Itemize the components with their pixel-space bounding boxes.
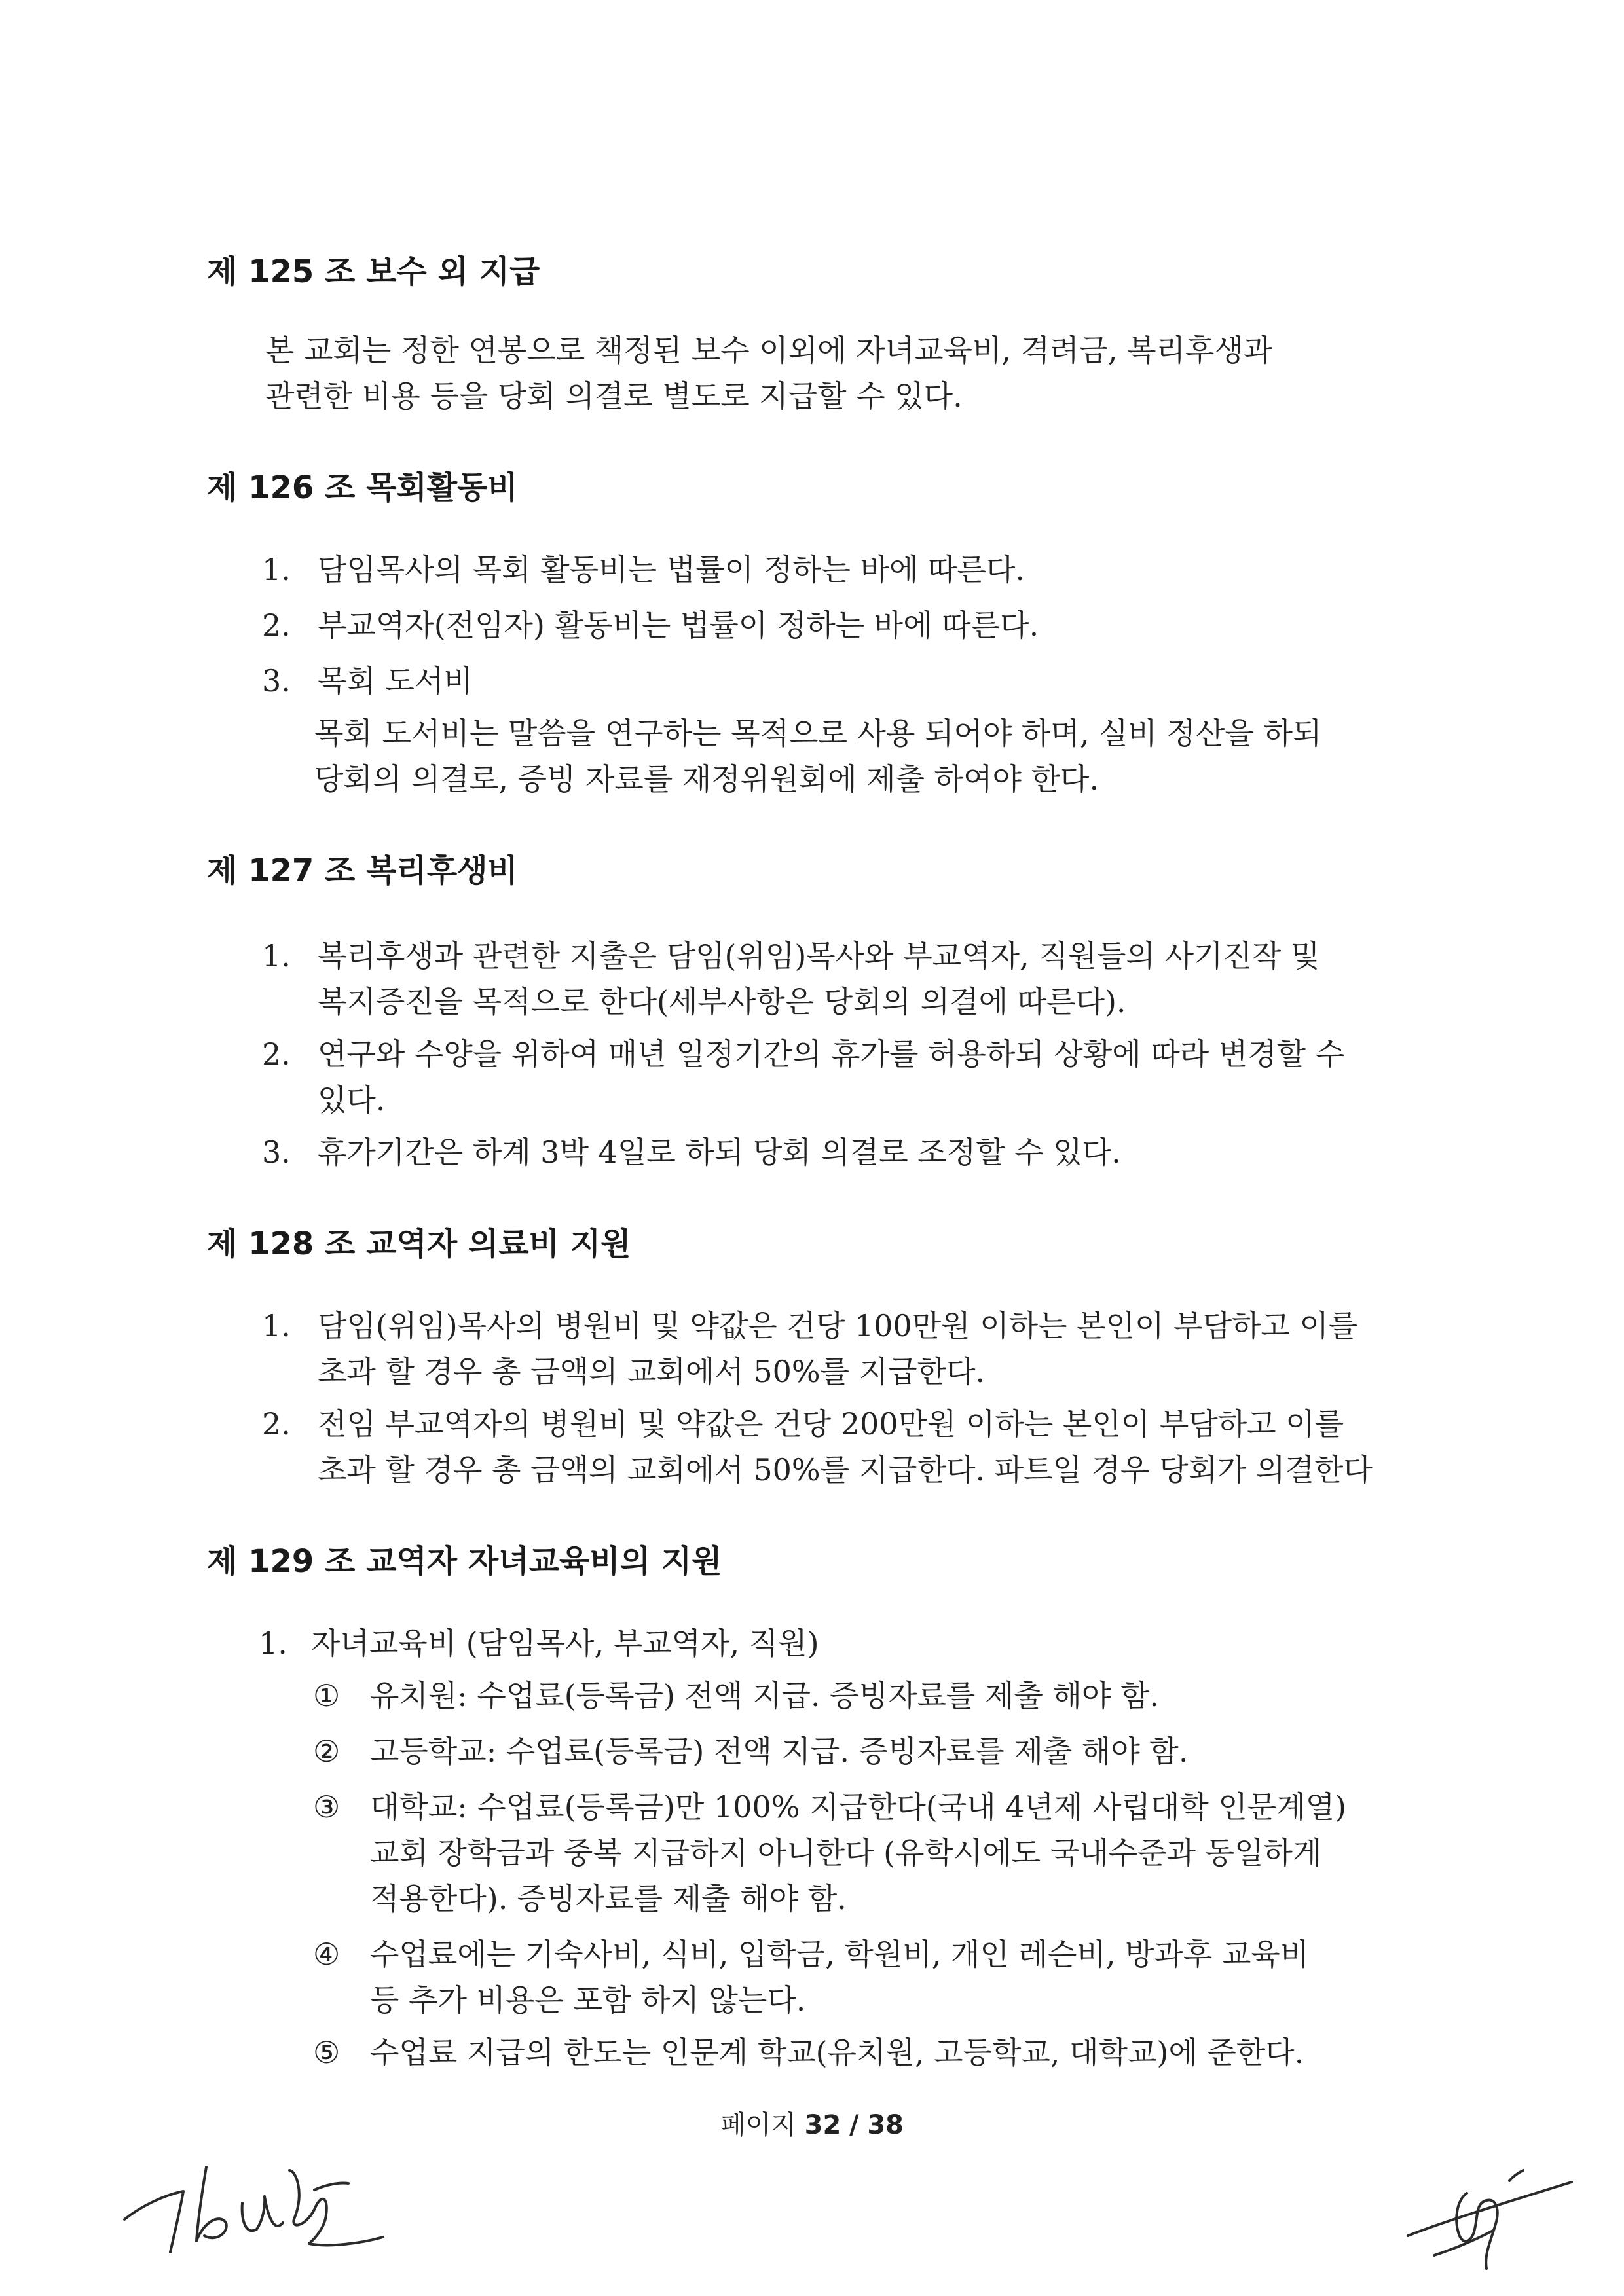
article-129-sub-3-marker: ③: [313, 1789, 341, 1825]
article-126-item-1-number: 1.: [262, 552, 291, 587]
signature-right-icon: [1395, 2157, 1591, 2278]
article-125-title: 제 125 조 보수 외 지급: [207, 253, 540, 290]
article-126-item-3-number: 3.: [262, 663, 291, 699]
article-127-item-3: 휴가기간은 하계 3박 4일로 하되 당회 의결로 조정할 수 있다.: [318, 1135, 1121, 1170]
article-126-item-2-number: 2.: [262, 608, 291, 643]
article-127-item-1-number: 1.: [262, 938, 291, 974]
page-total: 38: [867, 2110, 904, 2140]
page-separator: /: [849, 2110, 859, 2140]
article-129-sub-5: 수업료 지급의 한도는 인문계 학교(유치원, 고등학교, 대학교)에 준한다.: [370, 2035, 1304, 2070]
article-126-item-3-detail-line-2: 당회의 의결로, 증빙 자료를 재정위원회에 제출 하여야 한다.: [314, 761, 1099, 797]
article-126-item-1: 담임목사의 목회 활동비는 법률이 정하는 바에 따른다.: [318, 552, 1025, 587]
article-129-sub-5-marker: ⑤: [313, 2035, 341, 2070]
article-129-sub-1-marker: ①: [313, 1678, 341, 1713]
article-128-item-2-line-2: 초과 할 경우 총 금액의 교회에서 50%를 지급한다. 파트일 경우 당회가 의결한다: [318, 1452, 1373, 1487]
article-125-text-line-1: 본 교회는 정한 연봉으로 책정된 보수 이외에 자녀교육비, 격려금, 복리후생과: [265, 333, 1273, 368]
article-129-sub-4-marker: ④: [313, 1937, 341, 1972]
page-label: 페이지: [720, 2110, 796, 2140]
article-129-item-1: 자녀교육비 (담임목사, 부교역자, 직원): [311, 1626, 819, 1661]
signature-left-icon: [118, 2131, 393, 2269]
article-127-item-2-line-2: 있다.: [318, 1082, 386, 1118]
article-128-item-1-line-2: 초과 할 경우 총 금액의 교회에서 50%를 지급한다.: [318, 1354, 986, 1389]
article-128-item-2-number: 2.: [262, 1406, 291, 1442]
page-current: 32: [804, 2110, 841, 2140]
article-127-title: 제 127 조 복리후생비: [207, 852, 518, 889]
article-129-sub-2-marker: ②: [313, 1734, 341, 1769]
article-129-sub-4-line-2: 등 추가 비용은 포함 하지 않는다.: [370, 1982, 806, 2018]
article-127-item-3-number: 3.: [262, 1135, 291, 1170]
article-125-text-line-2: 관련한 비용 등을 당회 의결로 별도로 지급할 수 있다.: [265, 378, 963, 414]
article-129-item-1-number: 1.: [259, 1626, 287, 1661]
article-127-item-2-number: 2.: [262, 1036, 291, 1072]
article-129-sub-3-line-3: 적용한다). 증빙자료를 제출 해야 함.: [370, 1881, 847, 1916]
article-128-item-1-number: 1.: [262, 1308, 291, 1343]
article-128-title: 제 128 조 교역자 의료비 지원: [207, 1226, 631, 1262]
article-127-item-1-line-2: 복지증진을 목적으로 한다(세부사항은 당회의 의결에 따른다).: [318, 984, 1126, 1019]
article-129-sub-4-line-1: 수업료에는 기숙사비, 식비, 입학금, 학원비, 개인 레슨비, 방과후 교육비: [370, 1937, 1310, 1972]
article-129-sub-3-line-2: 교회 장학금과 중복 지급하지 아니한다 (유학시에도 국내수준과 동일하게: [370, 1835, 1322, 1870]
article-128-item-2-line-1: 전임 부교역자의 병원비 및 약값은 건당 200만원 이하는 본인이 부담하고 이를: [318, 1406, 1344, 1442]
article-127-item-1-line-1: 복리후생과 관련한 지출은 담임(위임)목사와 부교역자, 직원들의 사기진작 및: [318, 938, 1320, 974]
article-126-item-3-detail-line-1: 목회 도서비는 말씀을 연구하는 목적으로 사용 되어야 하며, 실비 정산을 하되: [314, 716, 1322, 751]
article-128-item-1-line-1: 담임(위임)목사의 병원비 및 약값은 건당 100만원 이하는 본인이 부담하고 이를: [318, 1308, 1358, 1343]
article-126-title: 제 126 조 목회활동비: [207, 469, 518, 506]
article-126-item-2: 부교역자(전임자) 활동비는 법률이 정하는 바에 따른다.: [318, 608, 1039, 643]
article-129-sub-3-line-1: 대학교: 수업료(등록금)만 100% 지급한다(국내 4년제 사립대학 인문계열): [370, 1789, 1347, 1825]
article-129-sub-1: 유치원: 수업료(등록금) 전액 지급. 증빙자료를 제출 해야 함.: [370, 1678, 1160, 1713]
article-129-title: 제 129 조 교역자 자녀교육비의 지원: [207, 1543, 722, 1580]
article-126-item-3: 목회 도서비: [318, 663, 473, 699]
article-127-item-2-line-1: 연구와 수양을 위하여 매년 일정기간의 휴가를 허용하되 상황에 따라 변경할 수: [318, 1036, 1345, 1072]
article-129-sub-2: 고등학교: 수업료(등록금) 전액 지급. 증빙자료를 제출 해야 함.: [370, 1734, 1189, 1769]
